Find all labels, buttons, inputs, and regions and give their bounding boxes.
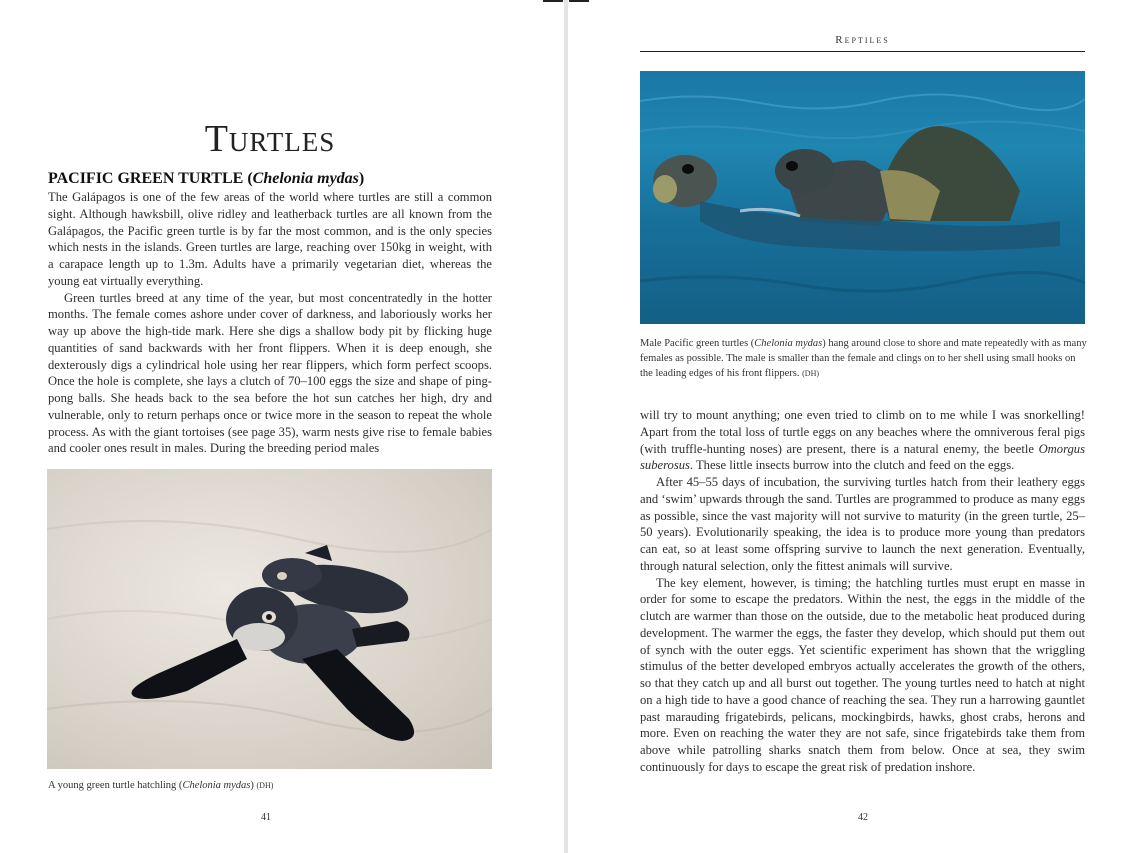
left-page [0,0,564,853]
paragraph: The key element, however, is timing; the hatchling turtles must erupt en masse in order for some to escape the predators. Within the nest, the eggs in the middle of the clutch are warmer than those on the outside, due to the metabolic heat produced during development. The warmer the eggs, the faster they develop, which should put them out of synch with the outer eggs. Yet scientific experiment has shown that the wriggling stimulus of the better developed embryos actually accelerates the growth of the others, so that they catch up and all burst out together. The young turtles need to hatch at night on a high tide to have a good chance of reaching the sea. They run a harrowing gauntlet past marauding frigatebirds, pelicans, mockingbirds, hawks, ghost crabs, herons and more. Even on reaching the water they are not safe, since frigatebirds take them from above while patrolling sharks snatch them from below. Once at sea, they swim continuously for days to escape the great risk of predation inshore. [640,575,1085,774]
species-common-name: PACIFIC GREEN TURTLE [48,170,244,187]
mating-photo-caption: Male Pacific green turtles (Chelonia mydas) hang around close to shore and mate repeatedly with as many females as possible. The male is smaller than the female and clings on to her shell using small hooks on the leading edges of his front flippers. (DH) [640,338,1087,379]
page-number-left: 41 [261,812,271,823]
species-scientific-name: (Chelonia mydas) [247,170,365,187]
photo-credit: (DH) [256,781,274,790]
section-heading [48,170,364,188]
beetle-scientific-name: Omorgus suberosus [640,441,1085,473]
photo-credit: (DH) [802,369,820,378]
running-head-rule [640,51,1085,52]
left-body-text [48,189,492,457]
paragraph: Green turtles breed at any time of the year, but most concentratedly in the hotter months. The female comes ashore under cover of darkness, and laboriously works her way up above the high-tide mark. Here she digs a shallow body pit by flicking huge quantities of sand backwards with her front flippers. When it is deep enough, she dexterously digs a cylindrical hole using her rear flippers, which form perfect scoops. Once the hole is complete, she lays a clutch of 70–100 eggs the size and shape of ping-pong balls. She heads back to the sea before the hot sun catches her high, dry and vulnerable, only to return perhaps once or twice more in the season to repeat the whole process. As with the giant tortoises (see page 35), warm nests give rise to female babies and cooler ones result in males. During the breeding period males [48,290,492,456]
hatchling-photo [47,469,492,769]
page-number-right: 42 [858,812,868,823]
paragraph: will try to mount anything; one even tried to climb on to me while I was snorkelling! Apart from the total loss of turtle eggs on any beaches where the omniverous feral pigs (with truffle-hunting noses) are present, there is a natural enemy, the beetle Omorgus suberosus. These little insects burrow into the clutch and feed on the eggs. [640,408,1085,473]
mating-turtles-photo [640,71,1085,324]
right-body-text [640,407,1085,776]
hatchling-photo-caption: A young green turtle hatchling (Chelonia mydas) (DH) [48,780,274,791]
running-head: Reptiles [835,34,890,46]
paragraph: The Galápagos is one of the few areas of the world where turtles are still a common sight. Although hawksbill, olive ridley and leatherback turtles are all known from the Galápagos, the Pacific green turtle is by far the most common, and is the only species which nests in the islands. Green turtles are large, reaching over 150kg in weight, with a carapace length up to 1.3m. Adults have a primarily vegetarian diet, whereas the young eat virtually everything. [48,190,492,288]
chapter-title: Turtles [204,118,336,161]
right-page [568,0,1142,853]
paragraph: After 45–55 days of incubation, the surviving turtles hatch from their leathery eggs and ‘swim’ upwards through the sand. Turtles are programmed to produce as many eggs as possible, since the vast majority will not survive to maturity (in the green turtle, 25–50 years). Evolutionarily speaking, the idea is to produce more young than predators can eat, so at least some offspring survive to launch the next generation. Eventually, through natural selection, only the fittest animals will survive. [640,475,1085,573]
